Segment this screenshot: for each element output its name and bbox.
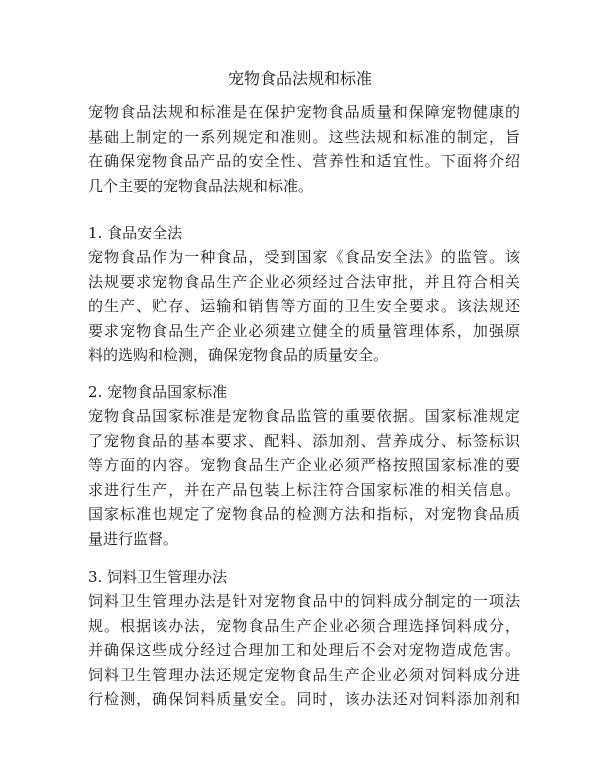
text-line: 几个主要的宠物食品法规和标准。	[88, 176, 314, 195]
section-paragraph	[88, 245, 520, 368]
text-line: 料的选购和检测，确保宠物食品的质量安全。	[88, 346, 389, 364]
section-paragraph	[88, 589, 520, 712]
text-line: 宠物食品法规和标准是在保护宠物食品质量和保障宠物健康的	[88, 103, 520, 121]
text-line: 等方面的内容。宠物食品生产企业必须严格按照国家标准的要	[88, 456, 520, 474]
text-line: 基础上制定的一系列规定和准则。这些法规和标准的制定，旨	[88, 127, 520, 146]
text-line: 国家标准也规定了宠物食品的检测方法和指标，对宠物食品质	[88, 505, 520, 523]
text-line: 规。根据该办法，宠物食品生产企业必须合理选择饲料成分，	[88, 616, 520, 635]
text-line: 法规要求宠物食品生产企业必须经过合法审批，并且符合相关	[88, 272, 520, 291]
text-line: 饲料卫生管理办法还规定宠物食品生产企业必须对饲料成分进	[88, 665, 520, 684]
text-line: 量进行监督。	[88, 529, 179, 548]
text-line: 并确保这些成分经过合理加工和处理后不会对宠物造成危害。	[88, 641, 520, 659]
section-paragraph	[88, 404, 520, 551]
text-line: 的生产、贮存、运输和销售等方面的卫生安全要求。该法规还	[88, 297, 520, 315]
text-line: 宠物食品国家标准是宠物食品监管的重要依据。国家标准规定	[88, 407, 520, 425]
intro-paragraph	[88, 100, 520, 198]
text-line: 饲料卫生管理办法是针对宠物食品中的饲料成分制定的一项法	[88, 592, 520, 610]
document-title: 宠物食品法规和标准	[227, 69, 372, 88]
text-line: 了宠物食品的基本要求、配料、添加剂、营养成分、标签标识	[88, 431, 520, 450]
text-line: 宠物食品作为一种食品，受到国家《食品安全法》的监管。该	[88, 248, 520, 266]
text-line: 行检测，确保饲料质量安全。同时，该办法还对饲料添加剂和	[88, 690, 520, 708]
section-heading: 2. 宠物食品国家标准	[88, 383, 228, 401]
section-heading: 3. 饲料卫生管理办法	[88, 568, 228, 586]
text-line: 在确保宠物食品产品的安全性、营养性和适宜性。下面将介绍	[88, 152, 520, 170]
text-line: 要求宠物食品生产企业必须建立健全的质量管理体系，加强原	[88, 321, 520, 340]
section-heading: 1. 食品安全法	[88, 224, 183, 242]
text-line: 求进行生产，并在产品包装上标注符合国家标准的相关信息。	[88, 480, 520, 499]
